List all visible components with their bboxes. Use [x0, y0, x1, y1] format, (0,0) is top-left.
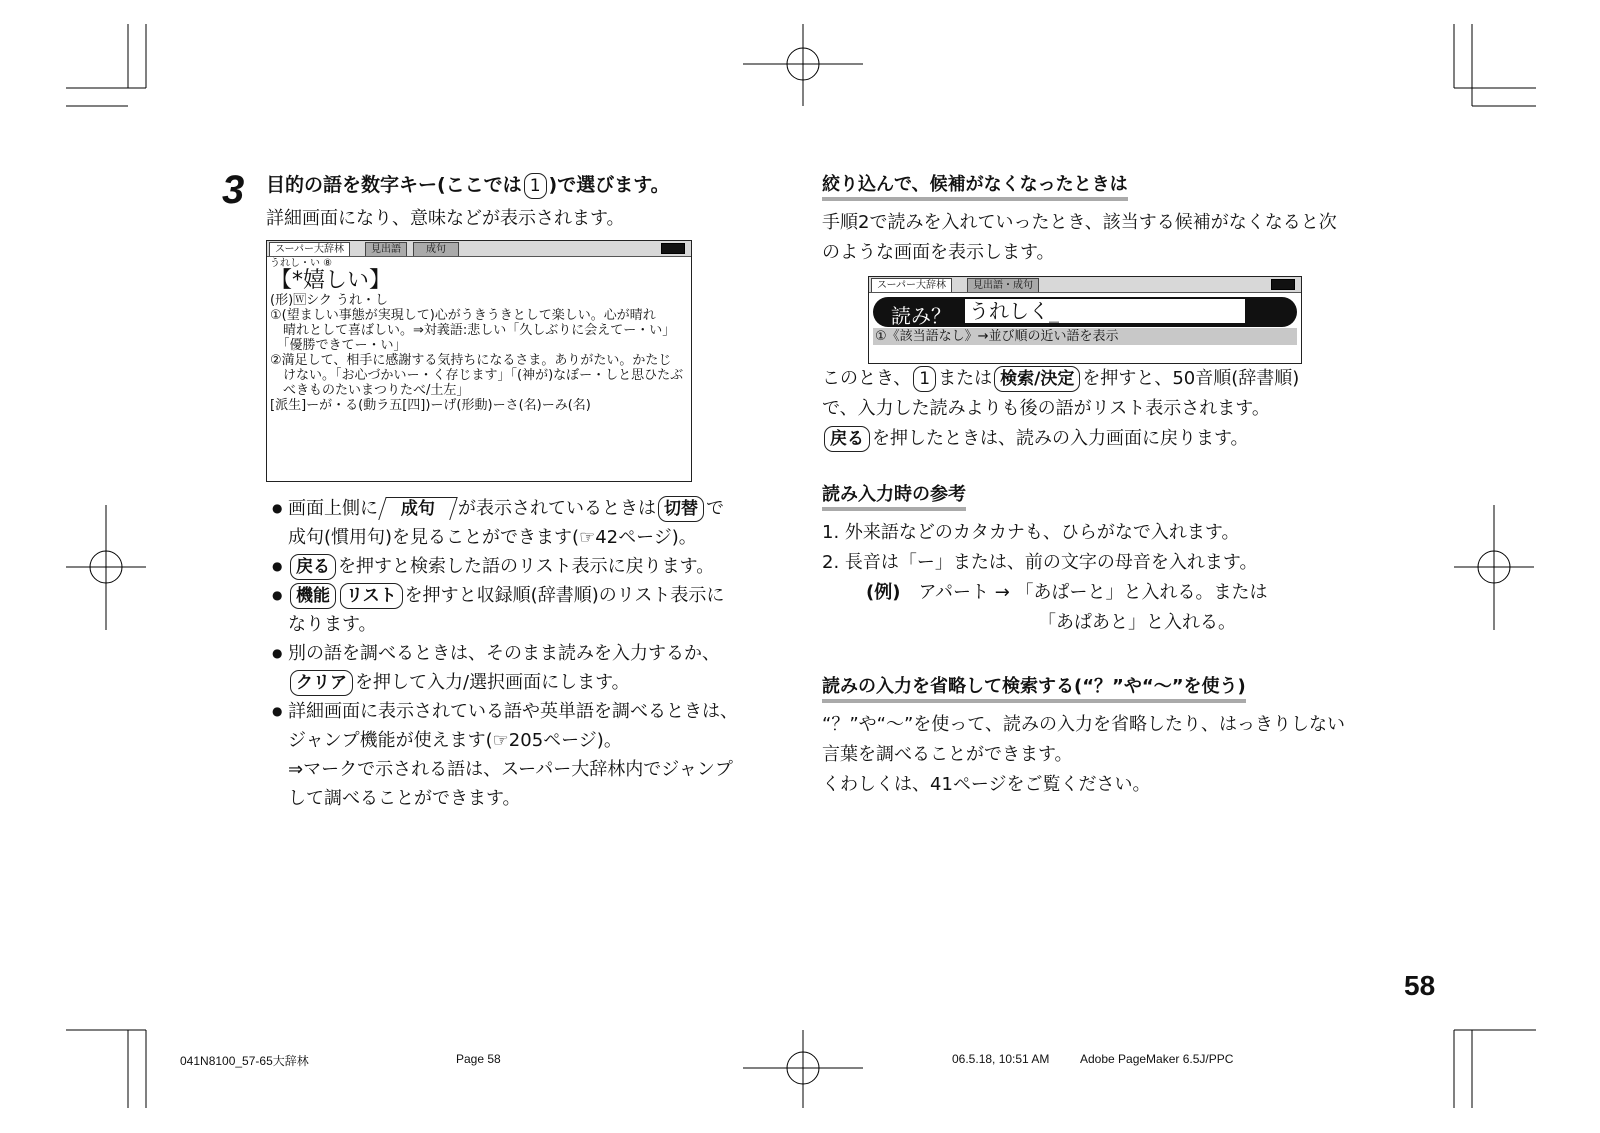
section-heading-no-candidates: 絞り込んで、候補がなくなったときは [822, 170, 1128, 201]
key-1: 1 [524, 173, 547, 199]
text: して調べることができます。 [288, 788, 521, 809]
list-item: 1. 外来語などのカタカナも、ひらがなで入れます。 [822, 522, 1240, 543]
list-item [272, 697, 792, 813]
text: または [938, 368, 993, 389]
section-heading-reading-tips: 読み入力時の参考 [822, 480, 966, 511]
text: なります。 [288, 614, 377, 635]
text: “？”や“～”を使って、読みの入力を省略したり、はっきりしない [822, 714, 1345, 735]
entry-line: けない。「お心づかいー・く存じます」「(神が)なぼー・しと思ひたぶ [270, 368, 684, 383]
footer-file: 041N8100_57-65大辞林 [180, 1054, 309, 1068]
reading-row [873, 297, 1297, 327]
list-item [272, 581, 792, 639]
tab-super-daijirin: スーパー大辞林 [269, 242, 350, 256]
key-1: 1 [913, 366, 936, 392]
section-paragraph [822, 710, 1345, 800]
reading-input: うれしく_ [965, 299, 1245, 323]
kinou-key: 機能 [290, 583, 336, 609]
text: が表示されているときは [458, 498, 656, 519]
battery-icon [661, 243, 685, 254]
text: を押したときは、読みの入力画面に戻ります。 [872, 428, 1249, 449]
entry-line: (形)🅆シク うれ・し [270, 293, 389, 308]
text: ジャンプ機能が使えます(☞205ページ)。 [288, 730, 622, 751]
clear-key: クリア [290, 670, 353, 696]
entry-headword: 【*嬉しい】 [270, 268, 392, 293]
text: を押すと収録順(辞書順)のリスト表示に [404, 585, 725, 606]
bullet-list [272, 494, 792, 813]
text: で、入力した読みよりも後の語がリスト表示されます。 [822, 398, 1270, 419]
kirikae-key: 切替 [658, 496, 704, 522]
step-subtitle: 詳細画面になり、意味などが表示されます。 [266, 208, 625, 229]
text: のような画面を表示します。 [822, 242, 1055, 263]
detail-screen [266, 240, 692, 482]
reading-input-screen [868, 276, 1302, 364]
entry-line: ①(望ましい事態が実現して)心がうきうきとして楽しい。心が晴れ [270, 308, 656, 323]
step-title [266, 170, 670, 199]
text: を押すと、50音順(辞書順) [1082, 368, 1300, 389]
text: 別の語を調べるときは、そのまま読みを入力するか、 [288, 643, 720, 664]
screen-tab-bar [267, 241, 691, 257]
text: を押して入力/選択画面にします。 [355, 672, 630, 693]
screen-tab-bar [869, 277, 1301, 293]
list-item: 2. 長音は「ー」または、前の文字の母音を入れます。 [822, 552, 1258, 573]
example-line [822, 578, 1268, 608]
text-line [822, 364, 1299, 394]
step-title-text: 目的の語を数字キー(ここでは [266, 174, 522, 196]
text: 画面上側に [288, 498, 378, 519]
battery-icon [1271, 279, 1295, 290]
text: を押すと検索した語のリスト表示に戻ります。 [338, 556, 715, 577]
text: このとき、 [822, 368, 912, 389]
seiku-tab-key [378, 497, 457, 520]
footer-page: Page 58 [456, 1052, 501, 1066]
list-item [272, 639, 792, 697]
text: 詳細画面に表示されている語や英単語を調べるときは、 [288, 701, 738, 722]
footer-app: Adobe PageMaker 6.5J/PPC [1080, 1052, 1234, 1066]
step-title-text-end: )で選びます。 [548, 174, 670, 196]
tab-super-daijirin: スーパー大辞林 [871, 278, 952, 292]
text: 成句 [400, 499, 435, 519]
text: 「あぱあと」と入れる。 [1038, 612, 1236, 633]
example-label: (例) [866, 582, 901, 603]
text: で [706, 498, 724, 519]
page-number: 58 [1404, 970, 1436, 1001]
reading-label: 読み？ [891, 304, 951, 328]
list-item [272, 494, 792, 552]
entry-reading: うれし・い ⑧ [270, 258, 333, 269]
section-paragraph [822, 208, 1337, 268]
tips-list [822, 518, 1268, 638]
text: 手順2で読みを入れていったとき、該当する候補がなくなると次 [822, 212, 1337, 233]
tab-midashigo: 見出語 [365, 242, 407, 256]
text: 成句(慣用句)を見ることができます(☞42ページ)。 [288, 527, 697, 548]
entry-body [267, 257, 691, 414]
tab-midashigo-seiku: 見出語・成句 [967, 278, 1039, 292]
text: くわしくは、41ページをご覧ください。 [822, 774, 1151, 795]
entry-line: 「優勝できてー・い」 [270, 338, 407, 353]
text: 言葉を調べることができます。 [822, 744, 1073, 765]
text: ⇒マークで示される語は、スーパー大辞林内でジャンプ [288, 759, 733, 780]
text-line [822, 424, 1299, 454]
step-number: 3 [222, 168, 245, 212]
entry-line: 晴れとして喜ばしい。⇒対義語:悲しい「久しぶりに会えてー・い」 [270, 323, 676, 338]
search-enter-key: 検索/決定 [994, 366, 1080, 392]
modoru-key: 戻る [290, 554, 336, 580]
no-match-message: ①《該当語なし》→並び順の近い語を表示 [873, 328, 1297, 345]
modoru-key: 戻る [824, 426, 870, 452]
list-key: リスト [340, 583, 403, 609]
entry-line: [派生]ーが・る(動ラ五[四])ーげ(形動)ーさ(名)ーみ(名) [270, 398, 591, 413]
footer-date: 06.5.18, 10:51 AM [952, 1052, 1050, 1066]
section-paragraph [822, 364, 1299, 454]
entry-line: べきものたいまつりたべ/土左」 [270, 383, 470, 398]
tab-seiku: 成句 [413, 242, 459, 256]
entry-line: ②満足して、相手に感謝する気持ちになるさま。ありがたい。かたじ [270, 353, 672, 368]
text: アパート → 「あぱーと」と入れる。または [918, 582, 1268, 603]
section-heading-wildcard: 読みの入力を省略して検索する(“？”や“～”を使う) [822, 672, 1246, 703]
list-item [272, 552, 792, 581]
